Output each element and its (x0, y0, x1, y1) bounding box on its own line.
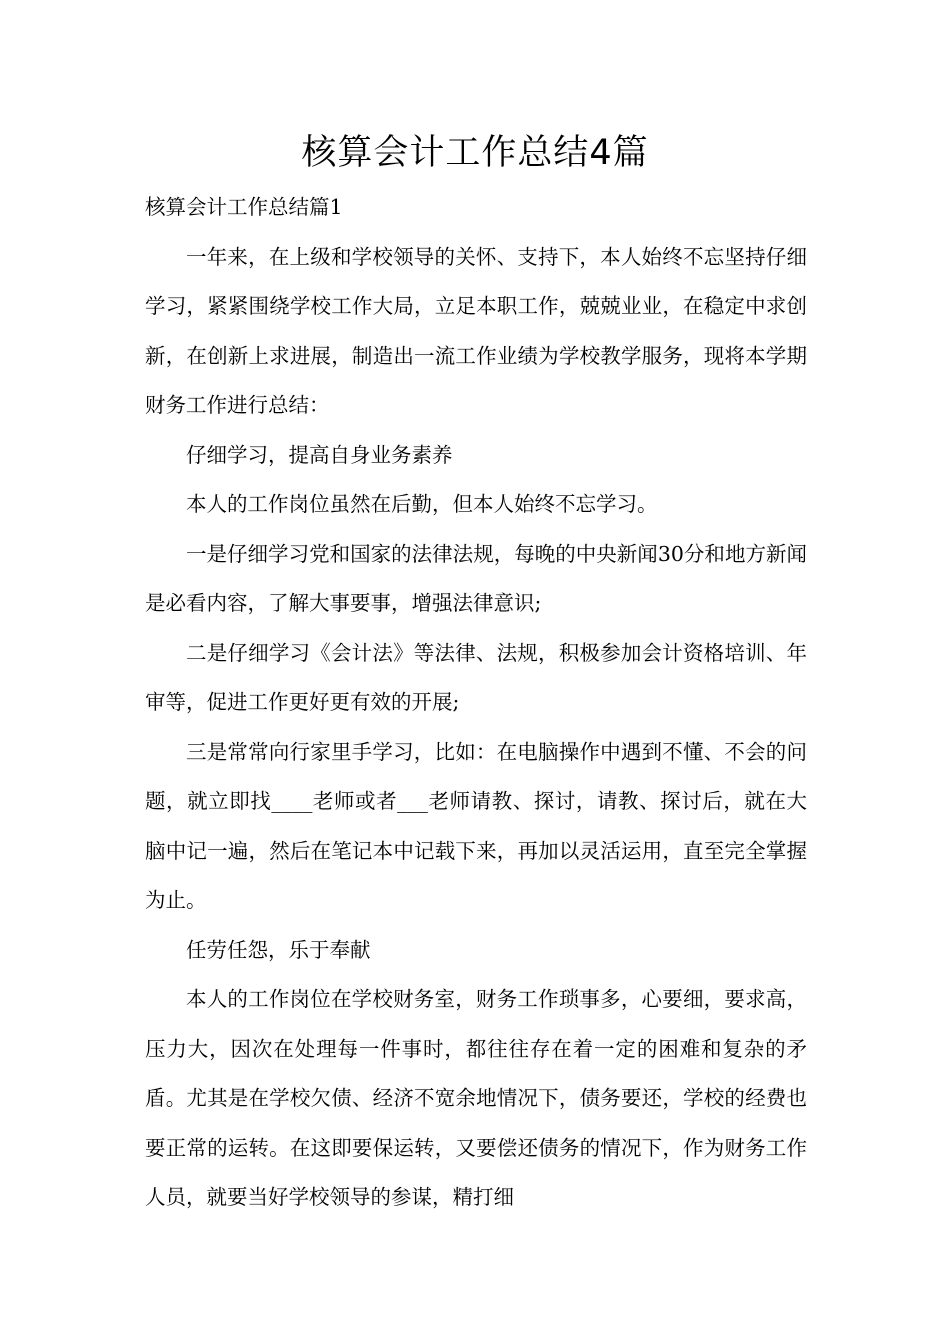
paragraph-dedication: 本人的工作岗位在学校财务室，财务工作琐事多，心要细，要求高，压力大，因次在处理每一件事时，都往往存在着一定的困难和复杂的矛盾。尤其是在学校欠债、经济不宽余地情况下，债务要还，学校的经费也要正常的运转。在这即要保运转，又要偿还债务的情况下，作为财务工作人员，就要当好学校领导的参谋，精打细 (145, 987, 807, 1209)
section-heading: 核算会计工作总结篇1 (145, 195, 343, 219)
paragraph-heading-dedication: 任劳任怨，乐于奉献 (186, 937, 371, 962)
paragraph-intro: 一年来，在上级和学校领导的关怀、支持下，本人始终不忘坚持仔细学习，紧紧围绕学校工作大局，立足本职工作，兢兢业业，在稳定中求创新，在创新上求进展，制造出一流工作业绩为学校教学服务，现将本学期财务工作进行总结： (145, 244, 807, 417)
document-title: 核算会计工作总结4篇 (301, 133, 649, 173)
paragraph-study-three: 三是常常向行家里手学习，比如：在电脑操作中遇到不懂、不会的问题，就立即找____老师或者___老师请教、探讨，请教、探讨后，就在大脑中记一遍，然后在笔记本中记载下来，再加以灵活运用，直至完全掌握为止。 (145, 739, 807, 912)
paragraph-study-one: 一是仔细学习党和国家的法律法规，每晚的中央新闻30分和地方新闻是必看内容，了解大事要事，增强法律意识; (145, 541, 807, 615)
document-body (145, 183, 807, 1223)
paragraph-study-two: 二是仔细学习《会计法》等法律、法规，积极参加会计资格培训、年审等，促进工作更好更有效的开展; (145, 640, 807, 714)
paragraph-heading-study: 仔细学习，提高自身业务素养 (186, 442, 453, 467)
paragraph-study-intro: 本人的工作岗位虽然在后勤，但本人始终不忘学习。 (186, 492, 658, 516)
